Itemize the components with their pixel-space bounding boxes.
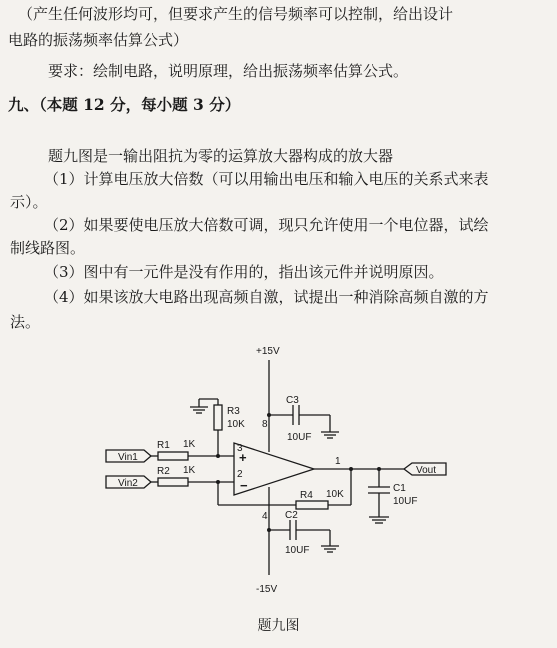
requirement-line: 要求：绘制电路，说明原理，给出振荡频率估算公式。: [48, 62, 409, 80]
c3-label: C3: [286, 395, 299, 406]
vminus-label: -15V: [256, 584, 278, 595]
question-4-line-2: 法。: [10, 313, 41, 331]
question-intro: 题九图是一输出阻抗为零的运算放大器构成的放大器: [48, 147, 394, 165]
r2-value: 1K: [183, 465, 196, 476]
question-1-line-2: 示）。: [10, 193, 48, 211]
c2-value: 10UF: [285, 545, 310, 556]
vin1-label: Vin1: [118, 452, 138, 463]
amplifier-circuit-diagram: [0, 330, 557, 610]
r1-label: R1: [157, 440, 170, 451]
r4-resistor: [296, 501, 328, 509]
question-4-line-1: （4）如果该放大电路出现高频自激，试提出一种消除高频自激的方: [44, 288, 489, 306]
noninverting-sign: +: [239, 450, 247, 465]
pin1-label: 1: [335, 456, 341, 467]
intro-line-2: 电路的振荡频率估算公式）: [8, 31, 189, 49]
pin4-label: 4: [262, 511, 268, 522]
r1-resistor: [158, 452, 188, 460]
c3-value: 10UF: [287, 432, 312, 443]
section-heading: 九、（本题 12 分，每小题 3 分）: [8, 95, 241, 114]
c1-label: C1: [393, 483, 406, 494]
c1-value: 10UF: [393, 496, 418, 507]
question-2-line-2: 制线路图。: [10, 239, 86, 257]
pin3-label: 3: [237, 443, 243, 454]
question-3: （3）图中有一元件是没有作用的，指出该元件并说明原因。: [44, 263, 444, 281]
r3-resistor: [214, 405, 222, 430]
pin2-label: 2: [237, 469, 243, 480]
question-2-line-1: （2）如果要使电压放大倍数可调，现只允许使用一个电位器，试绘: [44, 216, 489, 234]
c2-label: C2: [285, 510, 298, 521]
figure-caption: 题九图: [257, 618, 300, 634]
vin2-label: Vin2: [118, 478, 138, 489]
pin8-label: 8: [262, 419, 268, 430]
intro-line-1: （产生任何波形均可，但要求产生的信号频率可以控制，给出设计: [18, 5, 454, 23]
r4-label: R4: [300, 490, 313, 501]
vplus-label: +15V: [256, 346, 280, 357]
r2-resistor: [158, 478, 188, 486]
question-1-line-1: （1）计算电压放大倍数（可以用输出电压和输入电压的关系式来表: [44, 170, 489, 188]
r3-value: 10K: [227, 419, 245, 430]
vout-label: Vout: [416, 465, 437, 476]
r1-value: 1K: [183, 439, 196, 450]
inverting-sign: −: [240, 478, 248, 493]
r2-label: R2: [157, 466, 170, 477]
r3-label: R3: [227, 406, 240, 417]
r4-value: 10K: [326, 489, 344, 500]
